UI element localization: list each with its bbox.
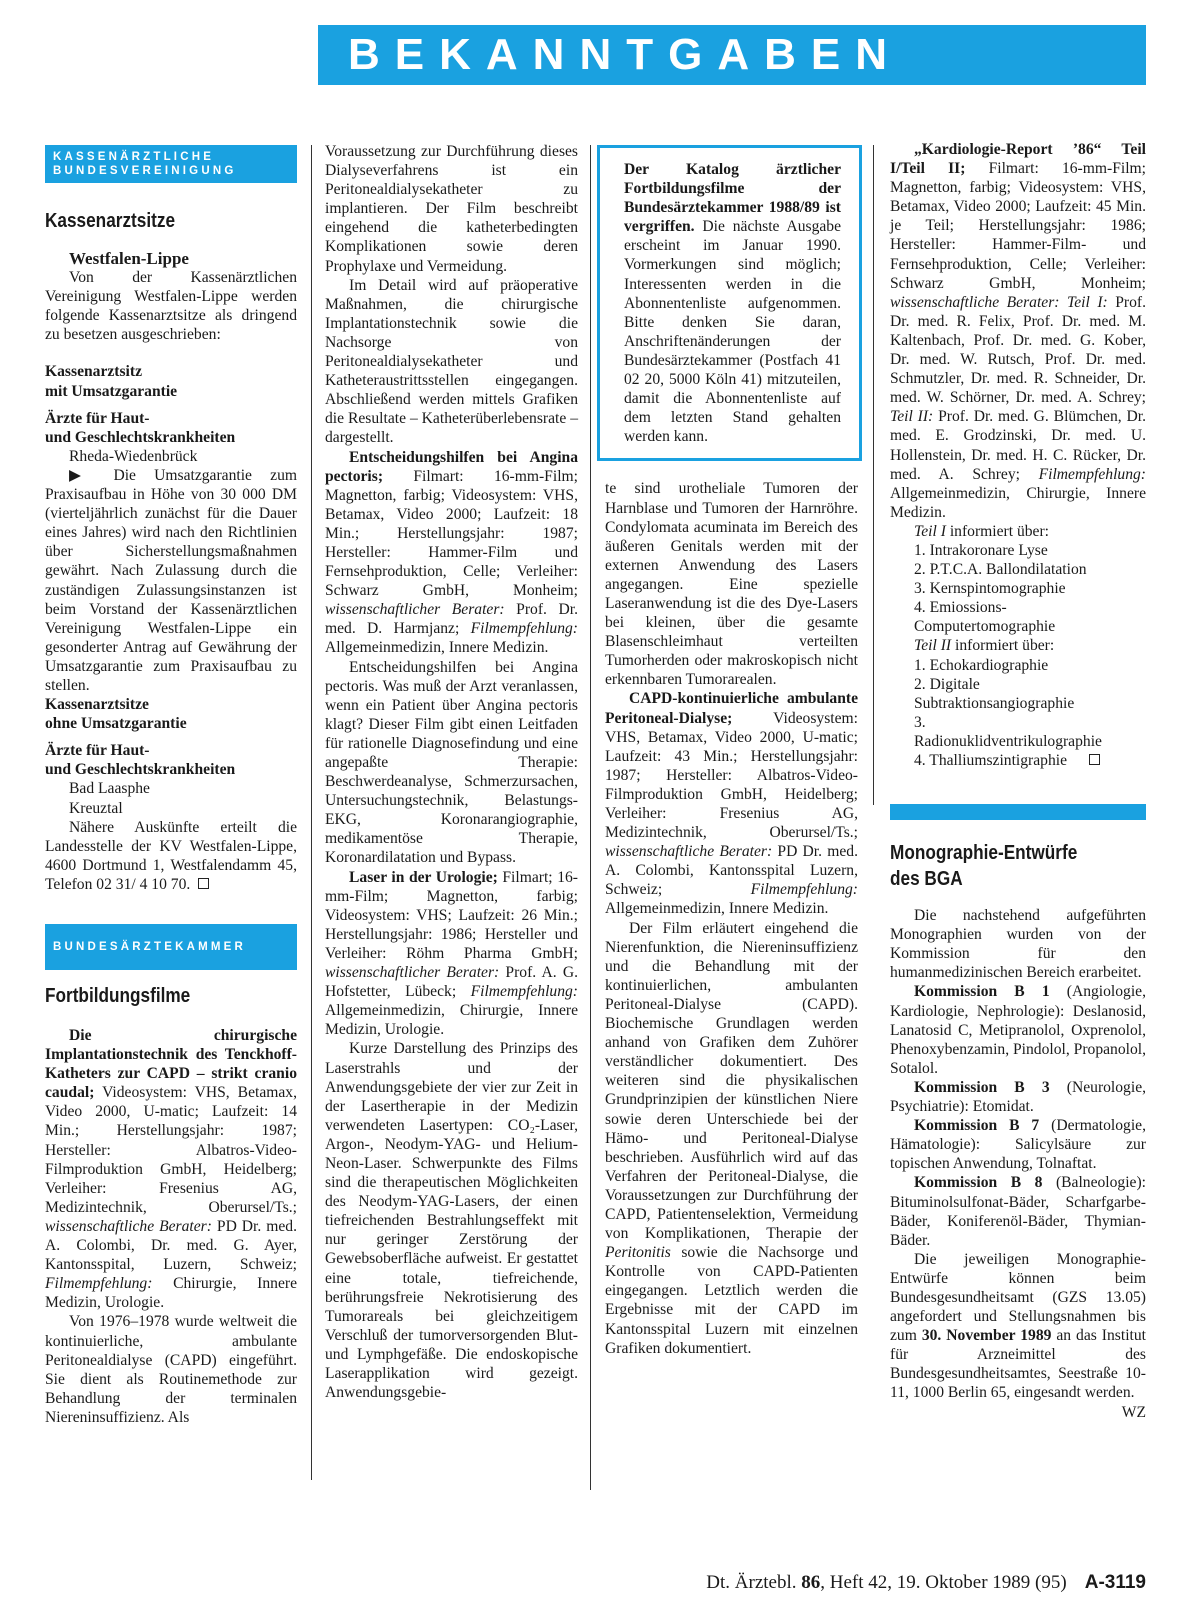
end-mark-icon xyxy=(1089,754,1100,765)
film-label: wissenschaftliche Berater: Teil I: xyxy=(890,293,1108,311)
film-details: Allgemeinmedizin, Chirurgie, Innere Medizin, Urologie. xyxy=(325,1002,578,1039)
film-title: Entscheidungshilfen bei Angina pectoris; xyxy=(325,448,578,485)
column-rule xyxy=(311,145,312,1480)
film-title: „Kardiologie-Report ’86“ Teil I/Teil II; xyxy=(890,141,1146,178)
list-heading xyxy=(890,636,1146,655)
film-details: Allgemeinmedizin, Innere Medizin. xyxy=(605,900,829,918)
film-details: Allgemeinmedizin, Innere Medizin. xyxy=(325,639,549,657)
film-label: Filmempfehlung: xyxy=(470,620,578,638)
end-mark-icon xyxy=(198,878,209,889)
kommission-text: (Balneologie): Bituminolsulfonat-Bäder, Scharfgarbe-Bäder, Koniferenöl-Bäder, Thymian-Bäder. xyxy=(890,1174,1147,1249)
column-rule xyxy=(590,145,591,1490)
film-details: Prof. Dr. med. G. Blümchen, Dr. med. E. Grodzinski, Dr. med. U. Hollenstein, Dr. med. H. C. Rücker, Dr. med. A. Schrey; xyxy=(890,408,1146,483)
film-details: PD Dr. med. A. Colombi, Dr. med. G. Ayer, Kantonsspital, Luzern, Schweiz; xyxy=(45,1217,297,1274)
column-2 xyxy=(325,142,578,1402)
kommission-label: Kommission B 1 xyxy=(914,983,1050,1001)
film-label: wissenschaftlicher Berater: xyxy=(325,964,500,982)
list-item: 3. Kernspintomographie xyxy=(914,580,1066,598)
film-label: Filmempfehlung: xyxy=(1038,465,1146,483)
place-name: Bad Laasphe xyxy=(69,780,150,798)
paragraph-text: sowie die Nachsorge und Kontrolle von CAPD-Patienten eingegangen. Letztlich werden die Ergebnisse mit der CAPD im Kantonsspital Luzern mit einzelnen Grafiken dokumentiert. xyxy=(605,1244,858,1357)
headline-line: Monographie-Entwürfe xyxy=(890,842,1078,865)
heading: Kassenarztsitze xyxy=(45,696,149,714)
column-3 xyxy=(605,145,858,1358)
list-heading xyxy=(890,522,1146,541)
headline-fortbildungsfilme: Fortbildungsfilme xyxy=(45,985,191,1007)
film-details: Chirurgie, Innere Medizin, Urologie. xyxy=(45,1275,297,1312)
contact-text: Nähere Auskünfte erteilt die Landesstelle der KV Westfalen-Lippe, 4600 Dortmund 1, Westfalendamm 45, Telefon 02 31/ 4 10 70. xyxy=(45,818,297,893)
film-label: wissenschaftlicher Berater: xyxy=(325,601,505,619)
film-entry xyxy=(325,868,578,1040)
section-label-line: BUNDESVEREINIGUNG xyxy=(53,165,237,177)
guarantee-paragraph: ▶ Die Umsatzgarantie zum Praxisaufbau in Höhe von 30 000 DM (vierteljährlich zunächst für die Dauer eines Jahres) wird nach den Richtlinien über Sicherstellungsmaßnahmen gewährt. Nach Zulassung durch die zuständigen Zulassungsinstanzen ist beim Vorstand der Kassenärztlichen Vereinigung Westfalen-Lippe ein gesonderter Antrag auf Gewährung der Umsatzgarantie zum Praxisaufbau zu stellen. xyxy=(45,466,297,694)
notice-heading: Der Katalog ärztlicher Fortbildungsfilme der Bundesärztekammer 1988/89 ist vergriffen. xyxy=(624,161,841,236)
footer-citation: , Heft 42, 19. Oktober 1989 (95) xyxy=(820,1572,1067,1593)
headline-line: des BGA xyxy=(890,868,963,891)
place-name: Rheda-Wiedenbrück xyxy=(69,447,198,465)
kommission-label: Kommission B 7 xyxy=(914,1117,1040,1135)
film-details: Prof. A. G. Hofstetter, Lübeck; xyxy=(325,964,578,1001)
kommission-entry xyxy=(890,1173,1146,1249)
kommission-label: Kommission B 8 xyxy=(914,1174,1043,1192)
page-footer xyxy=(600,1572,1146,1594)
paragraph: Entscheidungshilfen bei Angina pectoris. Was muß der Arzt veranlassen, wenn ein Patient über Angina pectoris klagt? Dieser Film gibt einen Leitfaden für rationelle Diagnosefindung und eine angepaßte Therapie: Beschwerdeanalyse, Schmerzursachen, Untersuchungstechnik, Belastungs-EKG, Koronarangiographie, medikamentöse Therapie, Koronardilatation und Bypass. xyxy=(325,658,578,867)
film-label: wissenschaftliche Berater: xyxy=(605,843,773,861)
film-entry xyxy=(325,448,578,658)
film-details: Prof. Dr. med. R. Felix, Prof. Dr. med. M. Kaltenbach, Prof. Dr. med. G. Kober, Dr. med. W. Rutsch, Prof. Dr. med. Schmutzler, Dr. med. R. Schneider, Dr. med. W. Schörner, Dr. med. A. Schrey; xyxy=(890,293,1146,407)
heading: Ärzte für Haut- xyxy=(45,409,150,427)
film-description: Von 1976–1978 wurde weltweit die kontinuierliche, ambulante Peritonealdialyse (CAPD) eingeführt. Sie dient als Routinemethode zur Behandlung der terminalen Niereninsuffizienz. Als xyxy=(45,1313,297,1426)
list-item: 4. Emiossions-Computertomographie xyxy=(914,599,1056,636)
film-details: Filmart: 16-mm-Film; Magnetton, farbig; Videosystem: VHS, Betamax, Video 2000; Laufzeit: 18 Min.; Herstellungsjahr: 1987; Hersteller: Hammer-Film und Fernsehproduktion, Celle; Verleiher: Schwarz GmbH, Monheim; xyxy=(325,467,578,600)
subheadline: Westfalen-Lippe xyxy=(69,249,189,268)
film-title: Die chirurgische Implantationstechnik des Tenckhoff-Katheters zur CAPD – strikt cranio caudal; xyxy=(45,1027,297,1102)
deadline-date: 30. November 1989 xyxy=(921,1327,1052,1345)
kommission-text: (Neurologie, Psychiatrie): Etomidat. xyxy=(890,1078,1147,1116)
film-details: Filmart; 16-mm-Film; Magnetton, farbig; Videosystem: VHS; Laufzeit: 26 Min.; Herstellungsjahr: 1986; Hersteller und Verleiher: Röhm Pharma GmbH; xyxy=(325,868,578,962)
paragraph xyxy=(605,919,858,1358)
film-entry xyxy=(45,1026,297,1312)
column-1 xyxy=(45,145,297,1427)
catalog-notice-box xyxy=(597,145,862,461)
film-label: Filmempfehlung: xyxy=(750,881,858,899)
closing-text: an das Institut für Arzneimittel des Bundesgesundheitsamtes, Seestraße 10-11, 1000 Berlin 65, eingesandt werden. xyxy=(890,1327,1146,1402)
film-details: Prof. Dr. med. D. Harmjanz; xyxy=(325,601,578,638)
column-rule xyxy=(873,145,874,805)
paragraph: Im Detail wird auf präoperative Maßnahmen, die chirurgische Implantationstechnik sowie die Nachsorge von Peritonealdialysekatheter und Katheteraustrittsstellen eingegangen. Abschließend werden mittels Grafiken die Resultate – Katheterüberlebensrate – dargestellt. xyxy=(325,276,578,447)
footer-volume: 86 xyxy=(801,1572,821,1593)
film-title: CAPD-kontinuierliche ambulante Peritoneal-Dialyse; xyxy=(605,690,858,727)
film-label: Filmempfehlung: xyxy=(470,983,578,1001)
kommission-text: (Angiologie, Kardiologie, Nephrologie): Deslanosid, Lanatosid C, Metipranolol, Oxprenolol, Phenoxybenzamin, Pindolol, Propanolol, Sotalol. xyxy=(890,983,1147,1077)
film-details: Videosystem: VHS, Betamax, Video 2000, U-matic; Laufzeit: 43 Min.; Herstellungsjahr: 1987; Hersteller: Albatros-Video-Filmproduktion GmbH, Heidelberg; Verleiher: Fresenius AG, Medizintechnik, Oberursel/Ts.; xyxy=(605,709,858,842)
list-item: 1. Echokardiographie xyxy=(914,656,1049,674)
kommission-text: (Dermatologie, Hämatologie): Salicylsäure zur topischen Anwendung, Tolnaftat. xyxy=(890,1117,1146,1173)
section-bar-baek: BUNDESÄRZTEKAMMER xyxy=(45,924,297,970)
heading: Kassenarztsitz xyxy=(45,363,143,381)
kommission-label: Kommission B 3 xyxy=(914,1078,1050,1096)
notice-text xyxy=(624,160,841,446)
film-label: Filmempfehlung: xyxy=(45,1275,153,1293)
page-number: A-3119 xyxy=(1084,1572,1146,1593)
list-item xyxy=(890,751,1146,770)
intro-paragraph: Von der Kassenärztlichen Vereinigung Westfalen-Lippe werden folgende Kassenarztsitze als dringend zu besetzen ausgeschrieben: xyxy=(45,269,297,344)
film-details: Videosystem: VHS, Betamax, Video 2000, U-matic; Laufzeit: 14 Min.; Herstellungsjahr: 1987; Hersteller: Albatros-Video-Filmproduktion GmbH, Heidelberg; Verleiher: Fresenius AG, Medizintechnik, Oberursel/Ts.; xyxy=(45,1084,297,1216)
intro-paragraph: Die nachstehend aufgeführten Monographien wurden von der Kommission für den humanmedizinischen Bereich erarbeitet. xyxy=(890,907,1146,982)
footer-citation: Dt. Ärztebl. xyxy=(706,1572,802,1593)
list-item: 3. Radionuklidventrikulographie xyxy=(914,713,1102,750)
film-entry xyxy=(890,140,1146,522)
section-label-line: KASSENÄRZTLICHE xyxy=(53,151,215,163)
list-item: 2. P.T.C.A. Ballondilatation xyxy=(914,561,1087,579)
film-title: Laser in der Urologie; xyxy=(349,868,498,886)
kommission-entry xyxy=(890,1116,1146,1173)
contact-paragraph xyxy=(45,818,297,894)
list-heading-label: Teil II xyxy=(914,637,952,655)
film-entry xyxy=(605,689,858,918)
closing-paragraph xyxy=(890,1250,1146,1421)
notice-body: Die nächste Ausgabe erscheint im Januar 1990. Vormerkungen sind möglich; Interessenten werden in die Abonnentenliste aufgenommen. Bitte denken Sie daran, Anschriftenänderungen der Bundesärztekammer (Postfach 41 02 20, 5000 Köln 41) mitzuteilen, damit die Abonnentenliste auf dem letzten Stand gehalten werden kann. xyxy=(624,218,841,446)
paragraph-text: Der Film erläutert eingehend die Nierenfunktion, die Niereninsuffizienz und die Behandlung mit der kontinuierlichen, ambulanten Peritoneal-Dialyse (CAPD). Biochemische Grundlagen werden anhand von Grafiken dem Zuhörer verständlicher dokumentiert. Des weiteren sind die physikalischen Grundprinzipien der künstlichen Niere sowie deren Unterschiede bei der Hämo- und Peritoneal-Dialyse beschrieben. Ausführlich wird auf das Verfahren der Peritoneal-Dialyse, die Voraussetzungen zur Durchführung der CAPD, Patientenselektion, Vermeidung von Komplikationen, Therapie der xyxy=(605,919,858,1243)
film-details: PD Dr. med. A. Colombi, Kantonsspital Luzern, Schweiz; xyxy=(605,843,858,899)
kommission-entry xyxy=(890,982,1146,1077)
paragraph: te sind urotheliale Tumoren der Harnblase und Tumoren der Harnröhre. Condylomata acuminata im Bereich des äußeren Genitals werden mit der externen Anwendung des Lasers angegangen. Eine spezielle Laseranwendung ist die des Dye-Lasers bei kleinen, über die gesamte Blasenschleimhaut verteilten Tumorherden oder makroskopisch nicht erkennbaren Tumorarealen. xyxy=(605,480,858,689)
film-details: Allgemeinmedizin, Chirurgie, Innere Medizin. xyxy=(890,484,1146,521)
place-name: Kreuztal xyxy=(69,799,123,817)
kommission-entry xyxy=(890,1078,1146,1116)
film-label: Teil II: xyxy=(890,408,934,426)
heading: mit Umsatzgarantie xyxy=(45,382,178,400)
section-bar-kbv xyxy=(45,145,297,183)
bekanntgaben-banner: BEKANNTGABEN xyxy=(318,25,1146,85)
heading: ohne Umsatzgarantie xyxy=(45,715,187,733)
headline-kassenarztsitze: Kassenarztsitze xyxy=(45,210,176,232)
list-heading-text: informiert über: xyxy=(945,522,1049,540)
paragraph: Kurze Darstellung des Prinzips des Laserstrahls und der Anwendungsgebiete der vier zur Zeit in der Lasertherapie in der Medizin verwendeten Lasertypen: CO₂-Laser, Argon-, Neodym-YAG- und Helium-Neon-Laser. Schwerpunkte des Films sind die therapeutischen Möglichkeiten des Neodym-YAG-Lasers, der einen tiefreichenden Bestrahlungseffekt mit nur geringer Zerstörung der Gewebsoberfläche aufweist. Er gestattet eine totale, tiefreichende, berührungsfreie Nekrotisierung des Tumorareals bei gleichzeitigem Verschluß der tumorversorgenden Blut- und Lymphgefäße. Die endoskopische Laserapplikation wird gezeigt. Anwendungsgebie- xyxy=(325,1040,578,1402)
list-item-text: 4. Thalliumszintigraphie xyxy=(914,752,1068,769)
list-heading-label: Teil I xyxy=(914,522,946,540)
film-details: Filmart: 16-mm-Film; Magnetton, farbig; Videosystem: VHS, Betamax, Video 2000; Laufzeit: 45 Min. je Teil; Herstellungsjahr: 1986; Hersteller: Hammer-Film- und Fernsehproduktion, Celle; Verleiher: Schwarz GmbH, Monheim; xyxy=(890,160,1146,292)
heading: und Geschlechtskrankheiten xyxy=(45,761,236,779)
list-heading-text: informiert über: xyxy=(951,637,1055,655)
film-label: wissenschaftliche Berater: xyxy=(45,1217,212,1235)
teil-1-list xyxy=(890,522,1146,770)
list-item: 1. Intrakoronare Lyse xyxy=(914,541,1048,559)
author-initials: WZ xyxy=(1121,1403,1146,1421)
headline-monographie xyxy=(890,840,1110,892)
heading: und Geschlechtskrankheiten xyxy=(45,428,236,446)
paragraph-text: Peritonitis xyxy=(605,1244,671,1262)
column-4 xyxy=(890,140,1146,1422)
section-bar-bga xyxy=(890,804,1146,820)
heading: Ärzte für Haut- xyxy=(45,742,150,760)
paragraph: Voraussetzung zur Durchführung dieses Dialyseverfahrens ist ein Peritonealdialysekatheter zu implantieren. Der Film beschreibt eingehend die katheterbedingten Komplikationen sowie deren Prophylaxe und Vermeidung. xyxy=(325,143,578,275)
list-item: 2. Digitale Subtraktionsangiographie xyxy=(914,675,1075,712)
closing-text: Die jeweiligen Monographie-Entwürfe können beim Bundesgesundheitsamt (GZS 13.05) angefordert und Stellungsnahmen bis zum xyxy=(890,1250,1146,1345)
